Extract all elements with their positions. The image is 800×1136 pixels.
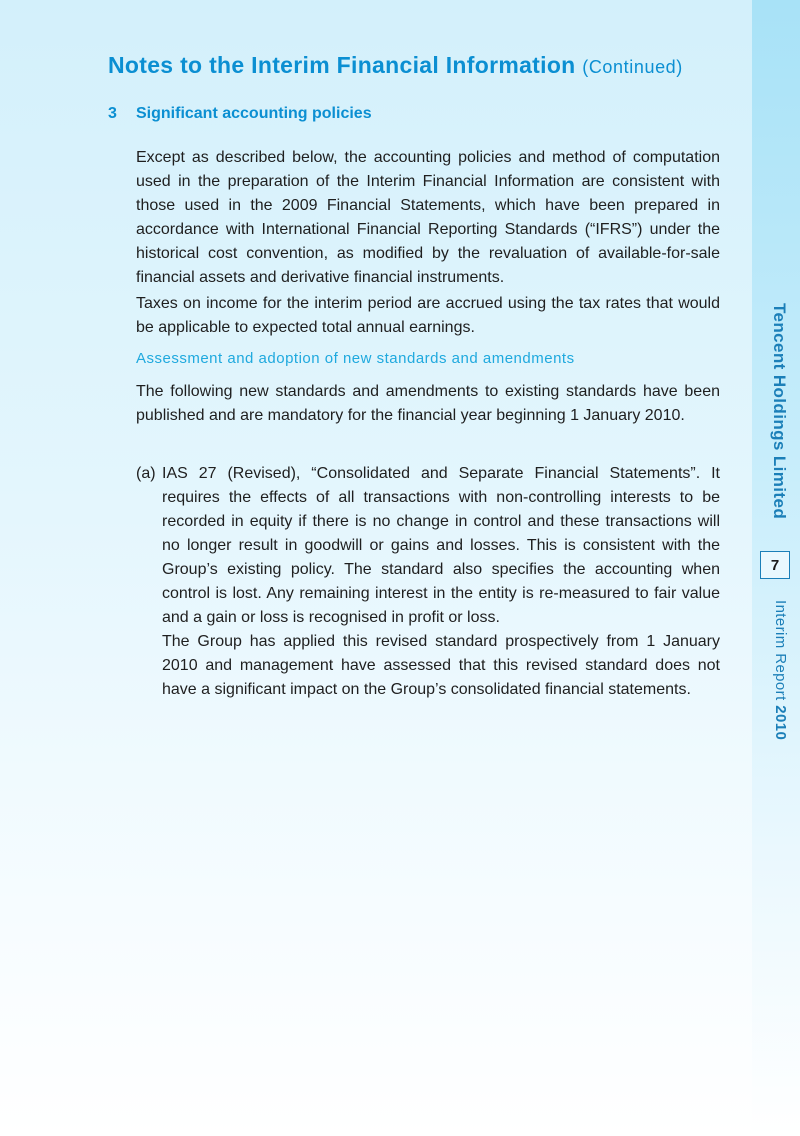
- list-item-text: IAS 27 (Revised), “Consolidated and Separate Financial Statements”. It requires the effects of all transactions with non-controlling interests to be recorded in equity if there is no change in control and these transactions will no longer result in goodwill or gains and losses. This is consistent with the Group’s existing policy. The standard also specifies the accounting when control is lost. Any remaining interest in the entity is re-measured to fair value and a gain or loss is recognised in profit or loss.: [162, 465, 720, 626]
- paragraph-accounting-policies: [136, 146, 720, 290]
- page-title: [108, 52, 683, 79]
- report-year: 2010: [772, 705, 789, 741]
- report-name: Interim Report: [772, 600, 789, 701]
- paragraph-text: The following new standards and amendments to existing standards have been published and are mandatory for the financial year beginning 1 January 2010.: [136, 383, 720, 424]
- page-number: 7: [760, 551, 790, 579]
- section-number: 3: [108, 105, 117, 122]
- company-name: Tencent Holdings Limited: [770, 303, 789, 520]
- list-item-ias27: [136, 462, 720, 630]
- paragraph-new-standards: [136, 380, 720, 428]
- paragraph-ias27-application: [162, 630, 720, 702]
- paragraph-taxes: [136, 292, 720, 340]
- paragraph-text: Except as described below, the accounting policies and method of computation used in the preparation of the Interim Financial Information are consistent with those used in the 2009 Financial Statements, which have been prepared in accordance with International Financial Reporting Standards (“IFRS”) under the historical cost convention, as modified by the revaluation of available-for-sale financial assets and derivative financial instruments.: [136, 149, 720, 286]
- list-item-label: (a): [136, 465, 156, 482]
- paragraph-text: The Group has applied this revised standard prospectively from 1 January 2010 and management have assessed that this revised standard does not have a significant impact on the Group’s consolidated financial statements.: [162, 633, 720, 698]
- page-title-text: Notes to the Interim Financial Information: [108, 52, 576, 78]
- continued-label: (Continued): [582, 57, 683, 77]
- report-label: [767, 600, 789, 760]
- section-heading: [108, 105, 372, 123]
- paragraph-text: Taxes on income for the interim period are accrued using the tax rates that would be applicable to expected total annual earnings.: [136, 295, 720, 336]
- subheading-new-standards: Assessment and adoption of new standards and amendments: [136, 350, 575, 367]
- section-title: Significant accounting policies: [136, 105, 372, 122]
